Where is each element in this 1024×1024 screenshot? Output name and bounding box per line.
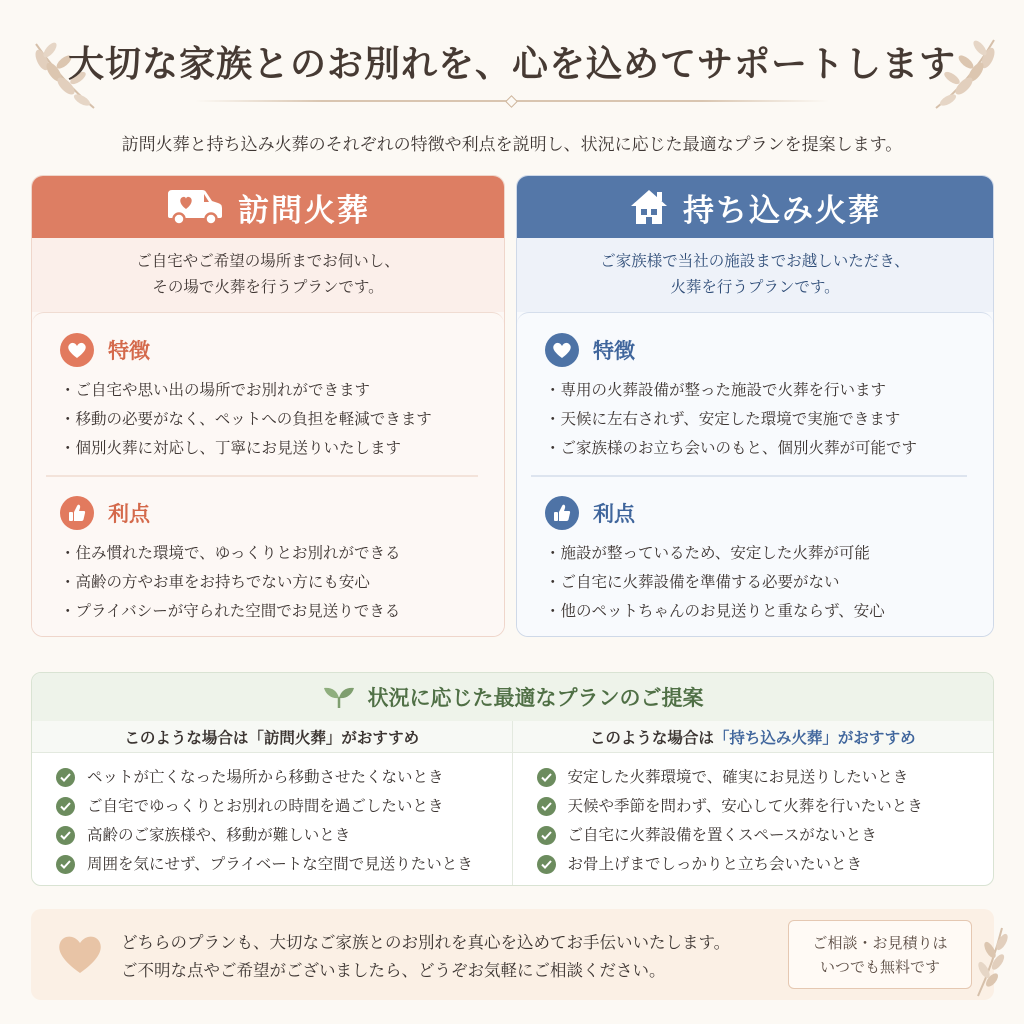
- check-icon: [56, 797, 75, 816]
- plan-card-description: ご自宅やご希望の場所までお伺いし、 その場で火葬を行うプランです。: [32, 238, 504, 312]
- plan-card-title: 訪問火葬: [238, 192, 370, 229]
- check-icon: [56, 826, 75, 845]
- list-item: 周囲を気にせず、プライベートな空間で見送りたいとき: [56, 850, 512, 879]
- thumbs-up-icon: [545, 496, 579, 530]
- list-item: ・移動の必要がなく、ペットへの負担を軽減できます: [60, 410, 432, 428]
- section-divider: [46, 475, 478, 477]
- free-consultation-badge: ご相談・お見積りは いつでも無料です: [788, 920, 972, 989]
- list-item: ・ご自宅や思い出の場所でお別れができます: [60, 381, 371, 399]
- list-item: 高齢のご家族様や、移動が難しいとき: [56, 821, 512, 850]
- page-subtitle: 訪問火葬と持ち込み火葬のそれぞれの特徴や利点を説明し、状況に応じた最適なプランを提案します。: [121, 135, 903, 155]
- laurel-branch-icon: [972, 924, 1012, 1000]
- check-icon: [537, 855, 556, 874]
- merits-section: [545, 495, 973, 626]
- plan-card-visit: [31, 175, 505, 637]
- list-item: ・ご自宅に火葬設備を準備する必要がない: [545, 573, 840, 591]
- plan-card-description: ご家族様で当社の施設までお越しいただき、 火葬を行うプランです。: [517, 238, 993, 312]
- title-divider-ornament: [505, 95, 518, 108]
- list-item: ・施設が整っているため、安定した火葬が可能: [545, 544, 870, 562]
- list-item: ・高齢の方やお車をお持ちでない方にも安心: [60, 573, 370, 591]
- plan-card-header: [32, 176, 504, 238]
- plan-card-title: 持ち込み火葬: [683, 192, 881, 229]
- plan-card-body: [32, 312, 504, 636]
- list-item: 安定した火葬環境で、確実にお見送りしたいとき: [537, 763, 994, 792]
- proposal-column-header: このような場合は 「持ち込み火葬」がおすすめ: [513, 721, 994, 753]
- section-divider: [531, 475, 967, 477]
- proposal-header: [32, 673, 993, 721]
- page-title: 大切な家族とのお別れを、心を込めてサポートします: [67, 44, 956, 85]
- check-icon: [537, 768, 556, 787]
- plan-card-bring: [516, 175, 994, 637]
- check-icon: [537, 797, 556, 816]
- list-item: ・住み慣れた環境で、ゆっくりとお別れができる: [60, 544, 401, 562]
- features-label: 特徴: [593, 339, 635, 363]
- proposal-column-header: このような場合は「訪問火葬」がおすすめ: [32, 721, 512, 753]
- features-label: 特徴: [108, 339, 150, 363]
- list-item: ご自宅に火葬設備を置くスペースがないとき: [537, 821, 994, 850]
- proposal-title: 状況に応じた最適なプランのご提案: [367, 686, 704, 710]
- footer-message: どちらのプランも、大切なご家族とのお別れを真心を込めてお手伝いいたします。 ご不明な点やご希望がございましたら、どうぞお気軽にご相談ください。: [121, 933, 731, 980]
- merits-section: [60, 495, 484, 626]
- list-item: ・他のペットちゃんのお見送りと重ならず、安心: [545, 602, 885, 620]
- features-section: [60, 332, 484, 463]
- house-icon: [629, 188, 669, 226]
- check-icon: [56, 855, 75, 874]
- proposal-column-visit: [32, 721, 513, 885]
- heart-icon: [60, 333, 94, 367]
- thumbs-up-icon: [60, 496, 94, 530]
- list-item: ・プライバシーが守られた空間でお見送りできる: [60, 602, 401, 620]
- list-item: ・個別火葬に対応し、丁寧にお見送りいたします: [60, 439, 402, 457]
- plan-card-header: [517, 176, 993, 238]
- list-item: ・天候に左右されず、安定した環境で実施できます: [545, 410, 901, 428]
- heart-icon: [57, 933, 103, 975]
- check-icon: [537, 826, 556, 845]
- list-item: ご自宅でゆっくりとお別れの時間を過ごしたいとき: [56, 792, 512, 821]
- features-section: [545, 332, 973, 463]
- plan-card-body: [517, 312, 993, 636]
- footer-panel: [31, 909, 994, 1000]
- proposal-panel: [31, 672, 994, 886]
- merits-label: 利点: [593, 502, 635, 526]
- list-item: お骨上げまでしっかりと立ち会いたいとき: [537, 850, 994, 879]
- van-heart-icon: [166, 188, 224, 226]
- proposal-column-bring: [513, 721, 994, 885]
- sprout-icon: [322, 685, 356, 709]
- list-item: ペットが亡くなった場所から移動させたくないとき: [56, 763, 512, 792]
- heart-icon: [545, 333, 579, 367]
- list-item: ・ご家族様のお立ち会いのもと、個別火葬が可能です: [545, 439, 918, 457]
- list-item: ・専用の火葬設備が整った施設で火葬を行います: [545, 381, 887, 399]
- check-icon: [56, 768, 75, 787]
- list-item: 天候や季節を問わず、安心して火葬を行いたいとき: [537, 792, 994, 821]
- merits-label: 利点: [108, 502, 150, 526]
